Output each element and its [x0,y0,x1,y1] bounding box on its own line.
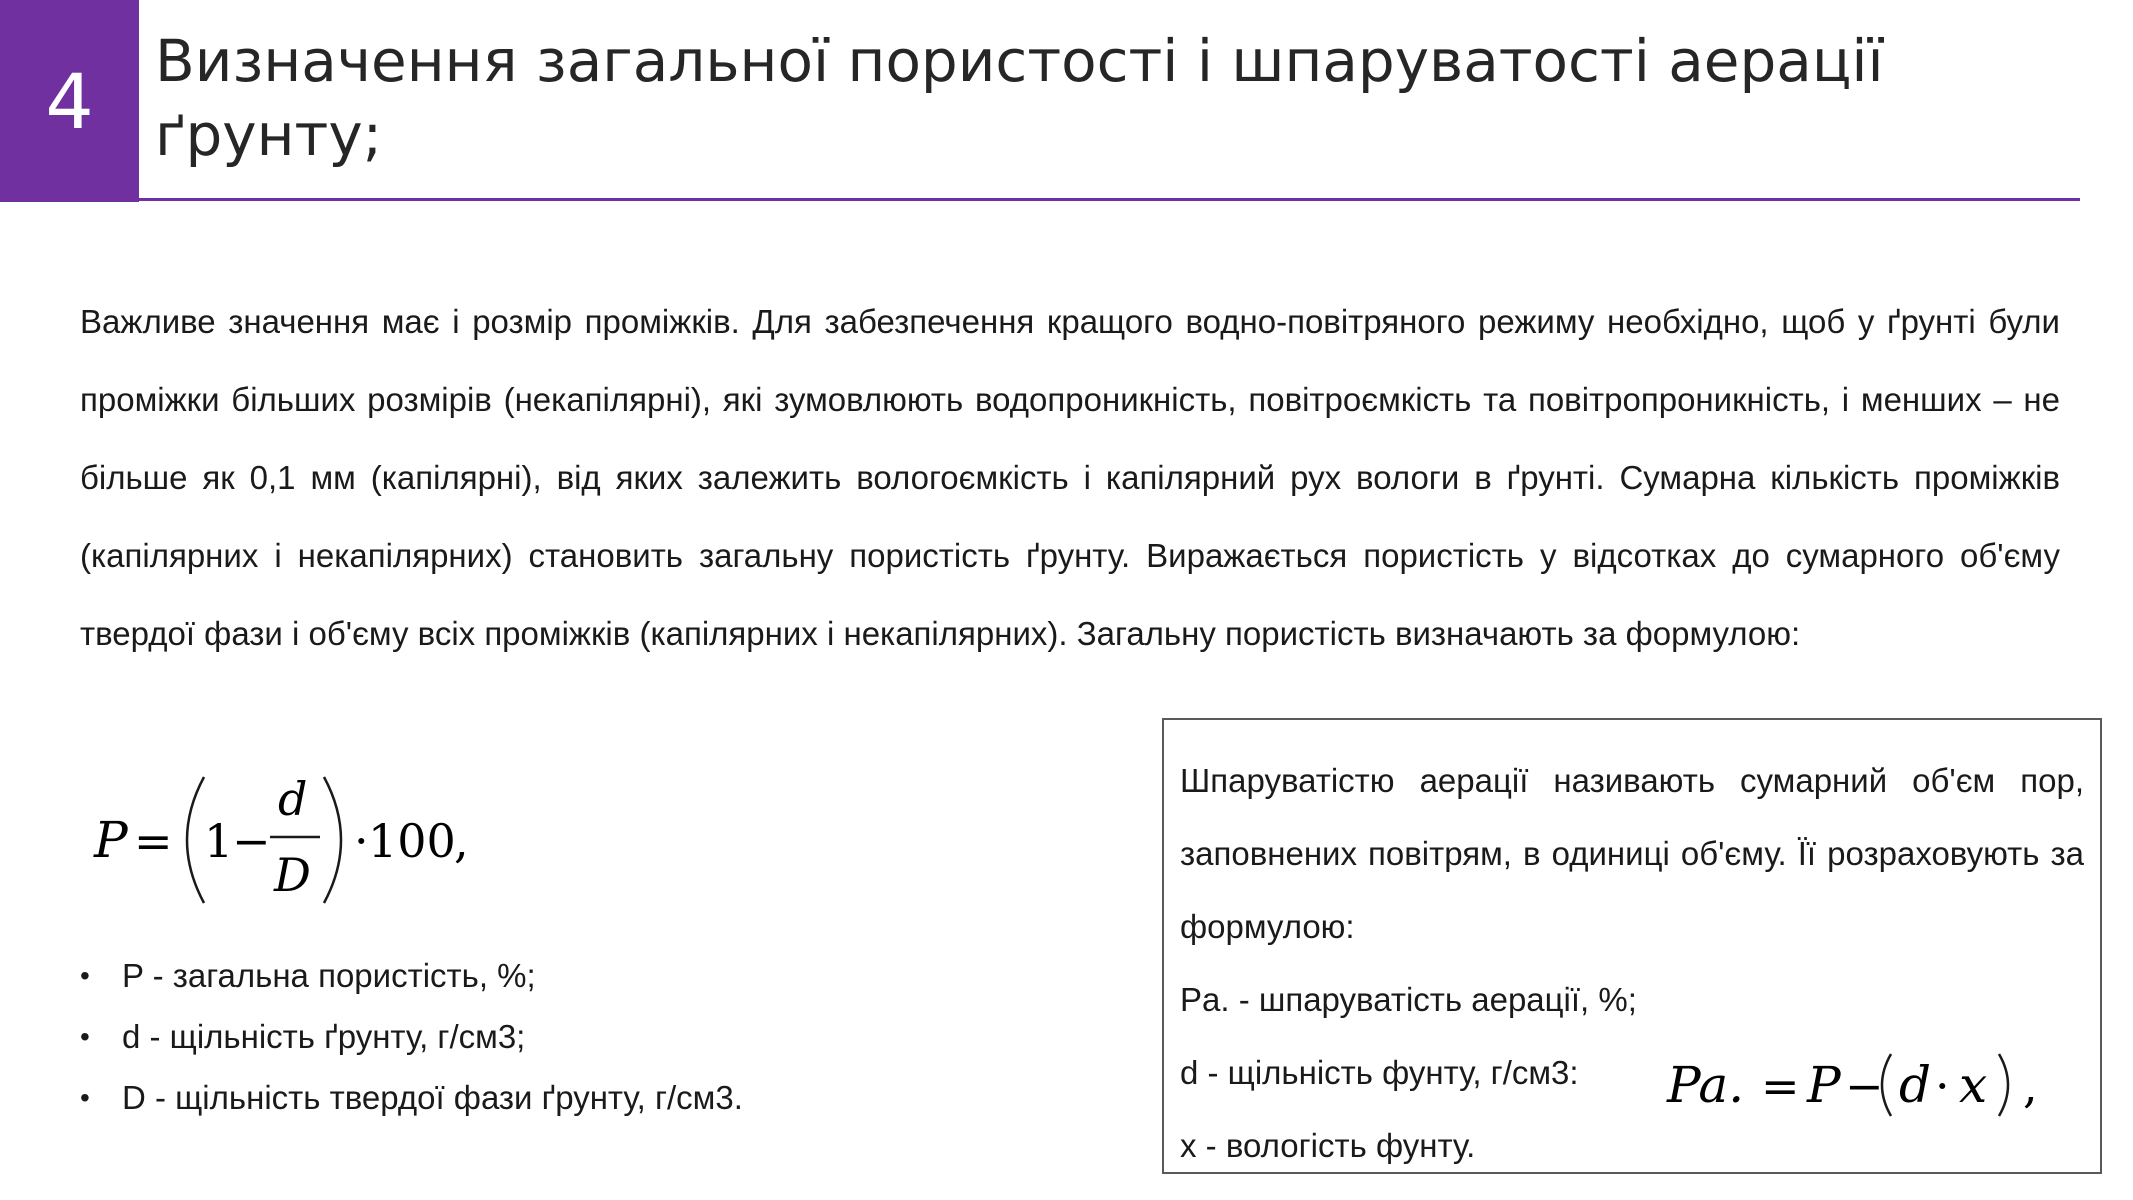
list-item [80,945,743,1006]
legend-text: P - загальна пористість, %; [122,957,536,994]
aeration-line: d - щільність фунту, г/см3: [1180,1054,1579,1091]
formula-factor: 100 [368,814,456,868]
list-item [80,1006,743,1067]
aeration-definition: Шпаруватістю аерації називають сумарний об'єм пор, заповнених повітрям, в одиниці об'єму. Її розраховують за формулою: [1180,762,2084,945]
formula-denominator: D [274,848,311,902]
bullet-icon: • [80,960,90,991]
formula-one: 1 [204,814,234,868]
right-paren [324,777,341,903]
list-item [80,1067,743,1128]
slide-title: Визначення загальної пористості і шпаруватості аерації ґрунту; [155,27,1884,169]
variable-legend [80,945,743,1128]
formula-pa-x: x [1959,1056,1988,1114]
legend-text: D - щільність твердої фази ґрунту, г/см3. [122,1079,743,1116]
formula-pa-p: P [1807,1056,1841,1114]
aeration-line: x - вологість фунту. [1180,1127,1476,1164]
formula-pa-d: d [1899,1056,1932,1114]
formula-pa-minus: − [1845,1059,1884,1113]
aeration-formula [1665,1040,2085,1130]
porosity-formula [92,765,512,915]
formula-pa-dot: · [1935,1059,1950,1113]
formula-dot: · [354,814,369,868]
slide-number-badge [0,0,139,202]
bullet-icon: • [80,1082,90,1113]
formula-pa-equals: = [1761,1059,1800,1113]
formula-numerator: d [278,772,308,826]
legend-text: d - щільність ґрунту, г/см3; [122,1018,526,1055]
formula-equals: = [134,814,173,868]
formula-comma: , [454,814,469,868]
formula-pa-comma: , [2023,1059,2038,1113]
formula-minus: − [232,814,271,868]
bullet-icon: • [80,1021,90,1052]
title-divider [139,198,2080,201]
slide-number: 4 [45,56,94,146]
left-paren [187,777,204,903]
intro-paragraph: Важливе значення має і розмір проміжків. Для забезпечення кращого водно-повітряного режиму необхідно, щоб у ґрунті були проміжки більших розмірів (некапілярні), які зумовлюють водопроникність, повітроємкість та повітропроникність, і менших – не більше як 0,1 мм (капілярні), від яких залежить вологоємкість і капілярний рух вологи в ґрунті. Сумарна кількість проміжків (капілярних і некапілярних) становить загальну пористість ґрунту. Виражається пористість у відсотках до сумарного об'єму твердої фази і об'єму всіх проміжків (капілярних і некапілярних). Загальну пористість визначають за формулою: [80,303,2060,652]
right-paren [1999,1054,2008,1116]
formula-pa-lhs: Pa. [1667,1056,1745,1114]
formula-lhs-p: P [94,811,128,869]
aeration-line: Pa. - шпаруватість аерації, %; [1180,981,1637,1018]
